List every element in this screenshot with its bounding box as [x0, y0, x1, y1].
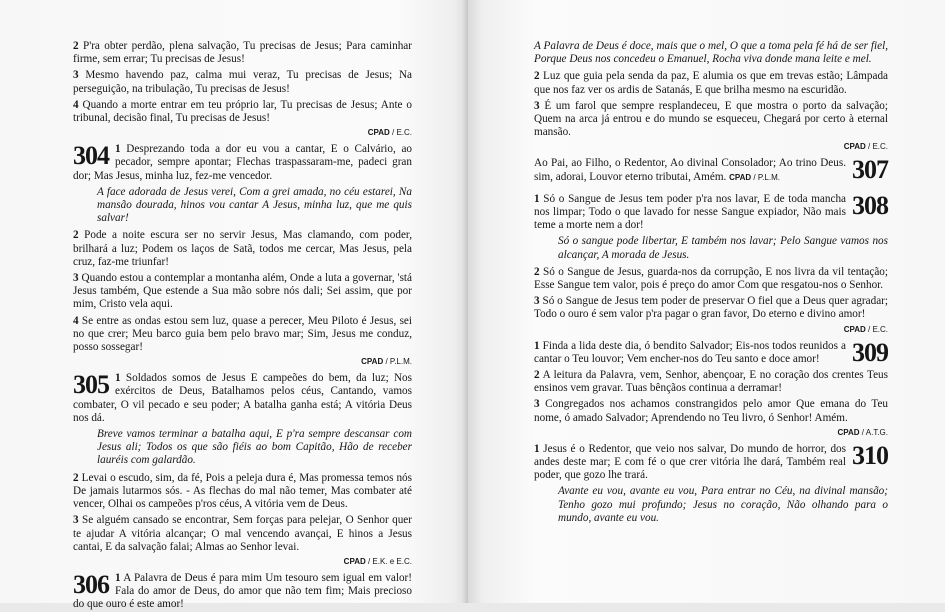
stanza: 3 Quando estou a contemplar a montanha além, Onde a luta a governar, 'stá Jesus também, Que estende a Sua mão sobre nós dali; Sei assim, que por mim, Cristo vela aqui.: [73, 272, 412, 311]
hymn-310: [534, 440, 888, 525]
hymn-number: 307: [852, 155, 888, 185]
stanza: 2 Só o Sangue de Jesus, guarda-nos da corrupção, E nos livra da vil tentação; Esse Sangue tem valor, pois é preço do amor Com que resgatou-nos o Senhor.: [534, 265, 888, 292]
stanza: 3 Mesmo havendo paz, calma mui veraz, Tu precisas de Jesus; Na perseguição, na tribulação, Tu precisas de Jesus!: [73, 69, 413, 95]
credit: CPAD / P.L.M.: [361, 357, 412, 367]
chorus: Avante eu vou, avante eu vou, Para entrar no Céu, na divinal mansão; Tenho gozo mui profundo; Jesus no coração, Não olhando para o mundo, avante eu vou.: [558, 485, 888, 524]
doxology: Ao Pai, ao Filho, o Redentor, Ao divinal Consolador; Ao trino Deus. sim, adorai, Louvor eterno tributai, Amém. CPAD / P.L.M.: [534, 157, 846, 183]
chorus: A face adorada de Jesus verei, Com a grei amada, no céu estarei, Na mansão dourada, hinos vou cantar A Jesus, minha luz, que me quis salvar!: [97, 185, 412, 225]
stanza: 1 Soldados somos de Jesus E campeões do bem, da luz; Nos exércitos de Deus, Batalhamos pelos céus, Cantando, vamos combater, O vil pecado e seu poder; A batalha ganha está; A vitória Deus nos dá.: [73, 372, 412, 424]
stanza: 1 Desprezando toda a dor eu vou a cantar, E o Calvário, ao pecador, sempre apontar; Flechas traspassaram-me, padeci gran dor; Mas Jesus, minha luz, fez-me vencedor.: [73, 143, 413, 182]
credit: CPAD / E.K. e E.C.: [343, 556, 412, 566]
stanza: 2 Pode a noite escura ser no servir Jesus, Mas clamando, com poder, brilhará a luz; Podem os laços de Satã, todos me cercar, Mas Jesus, pela cruz, faz-me triunfar!: [73, 229, 412, 268]
hymn-308: [534, 190, 888, 334]
stanza: 3 Congregados nos achamos constrangidos pelo amor Que emana do Teu nome, ó amado Salvador; Aprendendo no Teu livro, ó Senhor! Amém.: [534, 398, 889, 424]
credit: CPAD / E.C.: [843, 324, 888, 334]
hymn-309: [534, 337, 889, 437]
stanza: 2 Levai o escudo, sim, da fé, Pois a peleja dura é, Mas promessa temos nós De jamais lutarmos sós. - As flechas do mal não temer, Mas combater até vencer, Olhai os campeões p'ros céus, A vitória vem de Deus.: [73, 471, 413, 511]
stanza: 2 Luz que guia pela senda da paz, E alumia os que em trevas estão; Lâmpada que nos faz ver os ardis de Satanás, E que brilha mesmo na escuridão.: [534, 70, 888, 96]
chorus: A Palavra de Deus é doce, mais que o mel, O que a toma pela fé há de ser fiel, Porque Deus nos concedeu o Emanuel, Rocha viva donde mana leite e mel.: [534, 40, 888, 66]
hymn-number: 305: [73, 370, 109, 400]
stanza: 3 É um farol que sempre resplandeceu, E que mostra o porto da salvação; Quem na arca já entrou e do mundo se esqueceu, Chegará por certo à eternal mansão.: [534, 99, 889, 139]
stanza: 3 Só o Sangue de Jesus tem poder de preservar O fiel que a Deus quer agradar; Todo o ouro é sem valor p'ra pagar o gran favor, Do eterno e divino amor!: [534, 295, 888, 321]
chorus: Só o sangue pode libertar, E também nos lavar; Pelo Sangue vamos nos alcançar, A morada de Jesus.: [558, 235, 888, 261]
stanza: 2 P'ra obter perdão, plena salvação, Tu precisas de Jesus; Para caminhar firme, sem errar; Tu precisas de Jesus!: [73, 40, 412, 66]
hymn-number: 308: [852, 190, 888, 220]
stanza: 1 A Palavra de Deus é para mim Um tesouro sem igual em valor! Fala do amor de Deus, do amor que não tem fim; Mais precioso do que ouro é este amor!: [73, 571, 412, 611]
stanza: 1 Finda a lida deste dia, ó bendito Salvador; Eis-nos todos reunidos a cantar o Teu louvor; Vem encher-nos do Teu santo e doce amor!: [534, 339, 847, 365]
credit: CPAD / A.T.G.: [837, 427, 888, 437]
stanza: 2 A leitura da Palavra, vem, Senhor, abençoar, E no coração dos crentes Teus ensinos vem gravar. Tuas bênçãos continua a derramar!: [534, 369, 888, 395]
hymn-307: [534, 157, 888, 186]
chorus: Breve vamos terminar a batalha aqui, E p'ra sempre descansar com Jesus ali; Todos os que são fiéis ao bom Capitão, Hão de receber lauréis com galardão.: [97, 428, 412, 467]
hymn-number: 306: [73, 569, 109, 599]
hymn-306-continuation: [534, 40, 888, 151]
stanza: 3 Se alguém cansado se encontrar, Sem forças para pelejar, O Senhor quer te ajudar A vitória alcançar; O mal vencendo avançai, E hinos a Jesus cantai, E da salvação falai; Almas ao Senhor levai.: [73, 514, 412, 553]
left-page: [0, 0, 468, 611]
stanza: 1 Jesus é o Redentor, que veio nos salvar, Do mundo de horror, dos andes deste mar; E com fé o que crer vitória lhe dará, Também real poder, que gozo lhe trará.: [534, 442, 846, 482]
credit: CPAD / E.C.: [367, 128, 412, 138]
hymn-306: [73, 569, 412, 612]
stanza: 4 Quando a morte entrar em teu próprio lar, Tu precisas de Jesus; Ante o tribunal, decisão final, Tu precisas de Jesus!: [73, 98, 413, 125]
stanza: 1 Só o Sangue de Jesus tem poder p'ra nos lavar, E de toda mancha nos limpar; Todo o que lavado for nesse Sangue expiador, Não mais teme a morte nem a dor!: [534, 192, 847, 232]
right-page: [468, 0, 945, 603]
hymn-number: 304: [73, 141, 109, 171]
hymn-304: [73, 143, 412, 366]
hymn-number: 310: [852, 440, 888, 470]
hymn-303-continuation: [73, 40, 412, 137]
hymn-number: 309: [852, 337, 888, 367]
hymn-305: [73, 372, 412, 566]
credit: CPAD / E.C.: [843, 142, 888, 152]
stanza: 4 Se entre as ondas estou sem luz, quase a perecer, Meu Piloto é Jesus, sei no que crer; Meu barco guia bem pelo bravo mar; Sim, Jesus me conduz, posso sossegar!: [73, 314, 413, 354]
